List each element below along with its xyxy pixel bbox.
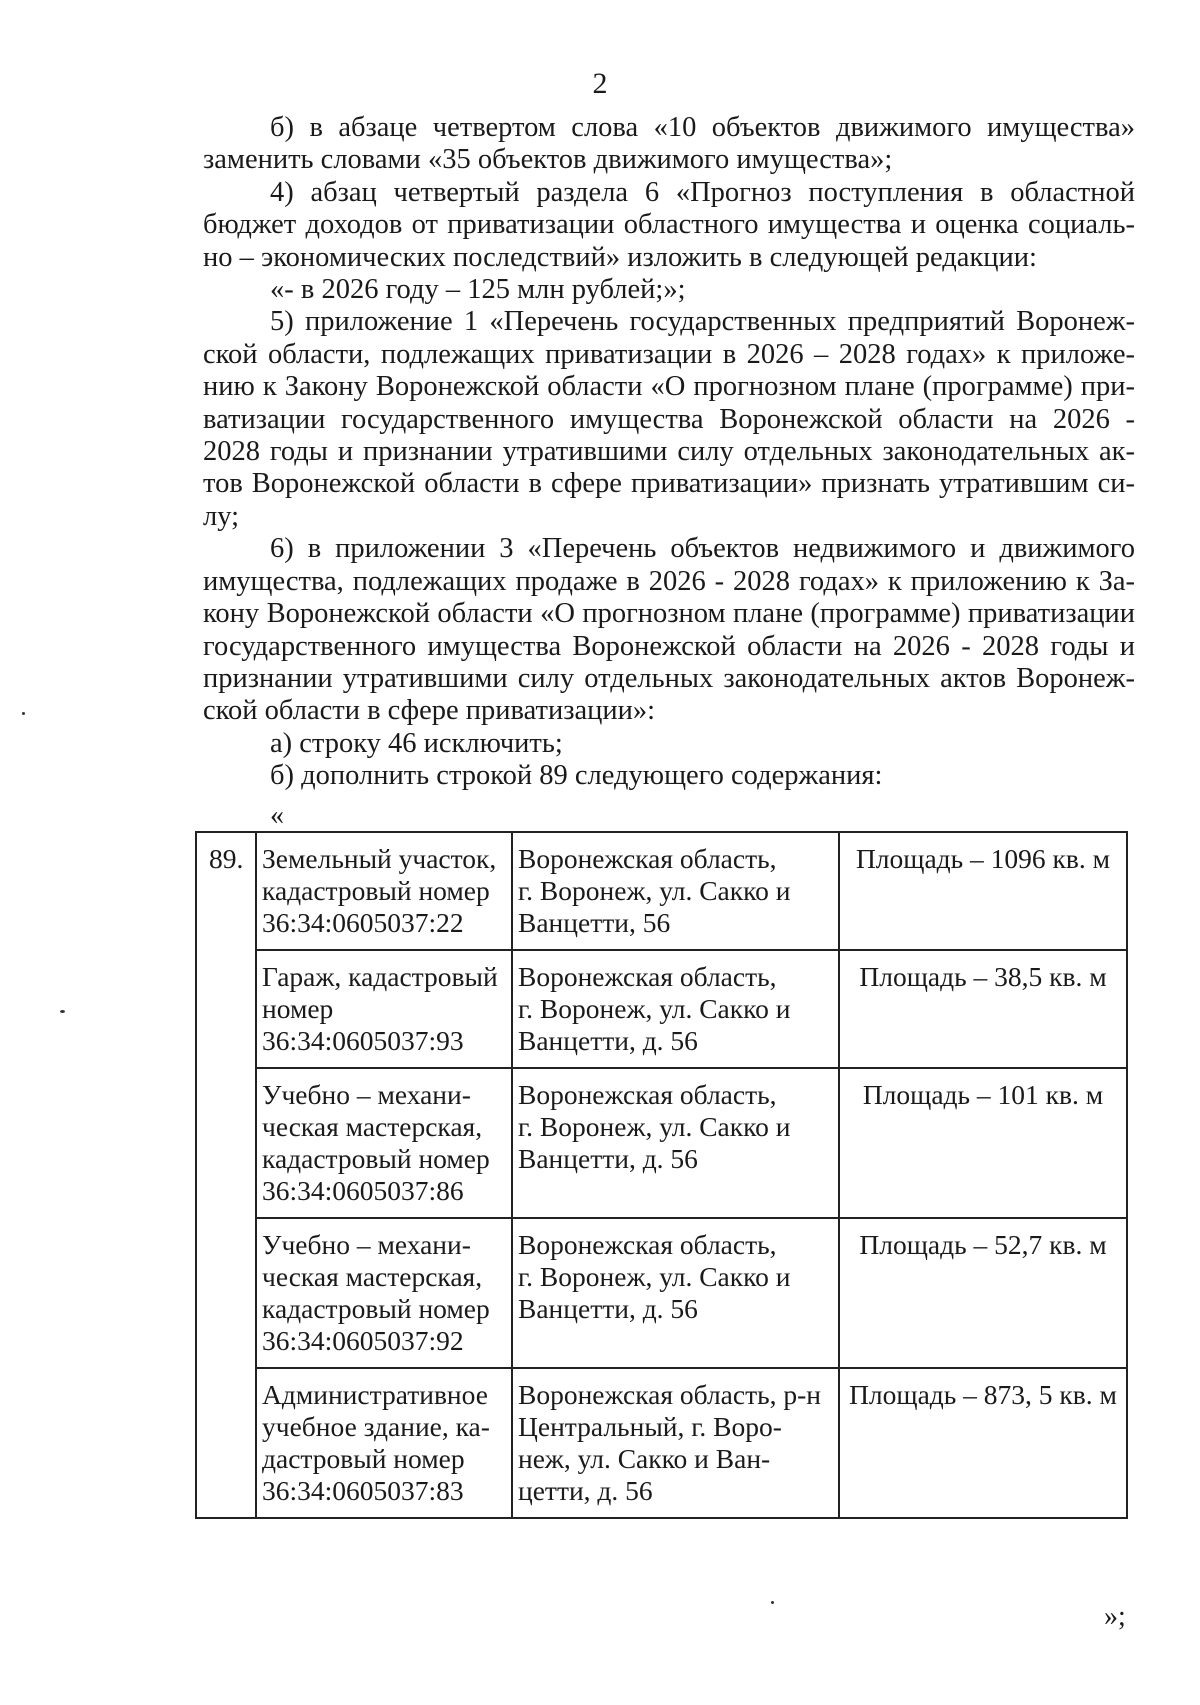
opening-quote: « (270, 800, 284, 831)
object-name-cell (256, 950, 512, 1068)
cell-line: Ванцетти, д. 56 (518, 1293, 698, 1324)
text-line: 5) приложение 1 «Перечень государственных предприятий Воронеж- (270, 306, 1135, 338)
paragraph-a-exclude-row-46 (203, 728, 1135, 760)
cell-line: Воронежская область, р-н (518, 1379, 822, 1410)
address-cell (512, 1068, 839, 1218)
text-line: «- в 2026 году – 125 млн рублей;»; (270, 274, 686, 306)
row-number-cell: 89. (196, 832, 256, 1518)
cell-line: 36:34:0605037:83 (262, 1475, 464, 1506)
cell-line: цетти, д. 56 (518, 1475, 653, 1506)
text-line: заменить словами «35 объектов движимого имущества»; (203, 144, 893, 176)
object-name-cell (256, 1368, 512, 1518)
cell-line: Гараж, кадастровый (262, 961, 498, 992)
text-line: тов Воронежской области в сфере приватизации» признать утратившим си- (203, 468, 1135, 500)
text-line: 4) абзац четвертый раздела 6 «Прогноз поступления в областной (270, 176, 1135, 208)
cell-line: Воронежская область, (518, 1229, 777, 1260)
area-cell: Площадь – 38,5 кв. м (839, 950, 1127, 1068)
table-row (196, 950, 1127, 1068)
text-line: 6) в приложении 3 «Перечень объектов недвижимого и движимого (270, 533, 1135, 565)
text-line: 2028 годы и признании утратившими силу отдельных законодательных ак- (203, 436, 1135, 468)
address-cell (512, 832, 839, 950)
cell-line: 36:34:0605037:22 (262, 907, 464, 938)
paragraph-new-wording (203, 274, 1135, 306)
cell-line: ческая мастерская, (262, 1261, 483, 1292)
cell-line: Воронежская область, (518, 961, 777, 992)
cell-line: кадастровый номер (262, 1293, 490, 1324)
area-cell: Площадь – 52,7 кв. м (839, 1218, 1127, 1368)
text-line: признании утратившими силу отдельных законодательных актов Воронеж- (203, 662, 1135, 694)
cell-line: Ванцетти, 56 (518, 907, 671, 938)
cell-line: кадастровый номер (262, 1143, 490, 1174)
cell-line: ческая мастерская, (262, 1111, 483, 1142)
text-line: а) строку 46 исключить; (270, 727, 563, 759)
cell-line: г. Воронеж, ул. Сакко и (518, 1261, 791, 1292)
text-line: лу; (203, 500, 240, 532)
closing-quote: »; (1104, 1601, 1126, 1632)
scan-speck (60, 1010, 65, 1013)
cell-line: Центральный, г. Воро- (518, 1411, 782, 1442)
text-line: б) в абзаце четвертом слова «10 объектов движимого имущества» (270, 112, 1135, 143)
text-line: государственного имущества Воронежской области на 2026 - 2028 годы и (203, 630, 1135, 662)
cell-line: Ванцетти, д. 56 (518, 1143, 698, 1174)
text-line: б) дополнить строкой 89 следующего содержания: (270, 760, 883, 792)
inserted-row-table (195, 831, 1128, 1519)
cell-line: г. Воронеж, ул. Сакко и (518, 1111, 791, 1142)
cell-line: учебное здание, ка- (262, 1411, 490, 1442)
address-cell (512, 1368, 839, 1518)
page-number: 2 (592, 67, 608, 100)
cell-line: Ванцетти, д. 56 (518, 1025, 698, 1056)
text-line: ской области, подлежащих приватизации в 2026 – 2028 годах» к приложе- (203, 338, 1135, 370)
cell-line: дастровый номер (262, 1443, 465, 1474)
cell-line: Учебно – механи- (262, 1079, 471, 1110)
cell-line: Учебно – механи- (262, 1229, 471, 1260)
document-body (203, 112, 1135, 793)
table-row (196, 832, 1127, 950)
paragraph-b-fourth-abzac (203, 112, 1135, 177)
area-cell: Площадь – 1096 кв. м (839, 832, 1127, 950)
cell-line: Воронежская область, (518, 843, 777, 874)
cell-line: Земельный участок, (262, 843, 497, 874)
text-line: нию к Закону Воронежской области «О прогнозном плане (программе) при- (203, 371, 1135, 403)
scan-speck (771, 1601, 774, 1604)
cell-line: Воронежская область, (518, 1079, 777, 1110)
cell-line: неж, ул. Сакко и Ван- (518, 1443, 771, 1474)
cell-line: кадастровый номер (262, 875, 490, 906)
scan-speck (22, 712, 25, 715)
paragraph-4-section-6 (203, 177, 1135, 274)
table-row (196, 1218, 1127, 1368)
paragraph-5-appendix-1 (203, 306, 1135, 533)
cell-line: 36:34:0605037:86 (262, 1175, 464, 1206)
object-name-cell (256, 832, 512, 950)
text-line: ватизации государственного имущества Воронежской области на 2026 - (203, 403, 1135, 435)
cell-line: Административное (262, 1379, 488, 1410)
object-name-cell (256, 1218, 512, 1368)
cell-line: г. Воронеж, ул. Сакко и (518, 993, 791, 1024)
cell-line: 36:34:0605037:92 (262, 1325, 464, 1356)
text-line: имущества, подлежащих продаже в 2026 - 2028 годах» к приложению к За- (203, 565, 1135, 597)
text-line: ской области в сфере приватизации»: (203, 695, 656, 727)
table-row (196, 1068, 1127, 1218)
text-line: кону Воронежской области «О прогнозном плане (программе) приватизации (203, 598, 1135, 630)
address-cell (512, 950, 839, 1068)
table-row (196, 1368, 1127, 1518)
area-cell: Площадь – 873, 5 кв. м (839, 1368, 1127, 1518)
cell-line: 36:34:0605037:93 (262, 1025, 464, 1056)
text-line: но – экономических последствий» изложить в следующей редакции: (203, 241, 1037, 273)
text-line: бюджет доходов от приватизации областного имущества и оценка социаль- (203, 209, 1135, 241)
area-cell: Площадь – 101 кв. м (839, 1068, 1127, 1218)
paragraph-b-add-row-89 (203, 760, 1135, 792)
object-name-cell (256, 1068, 512, 1218)
address-cell (512, 1218, 839, 1368)
cell-line: г. Воронеж, ул. Сакко и (518, 875, 791, 906)
paragraph-6-appendix-3 (203, 533, 1135, 727)
cell-line: номер (262, 993, 334, 1024)
